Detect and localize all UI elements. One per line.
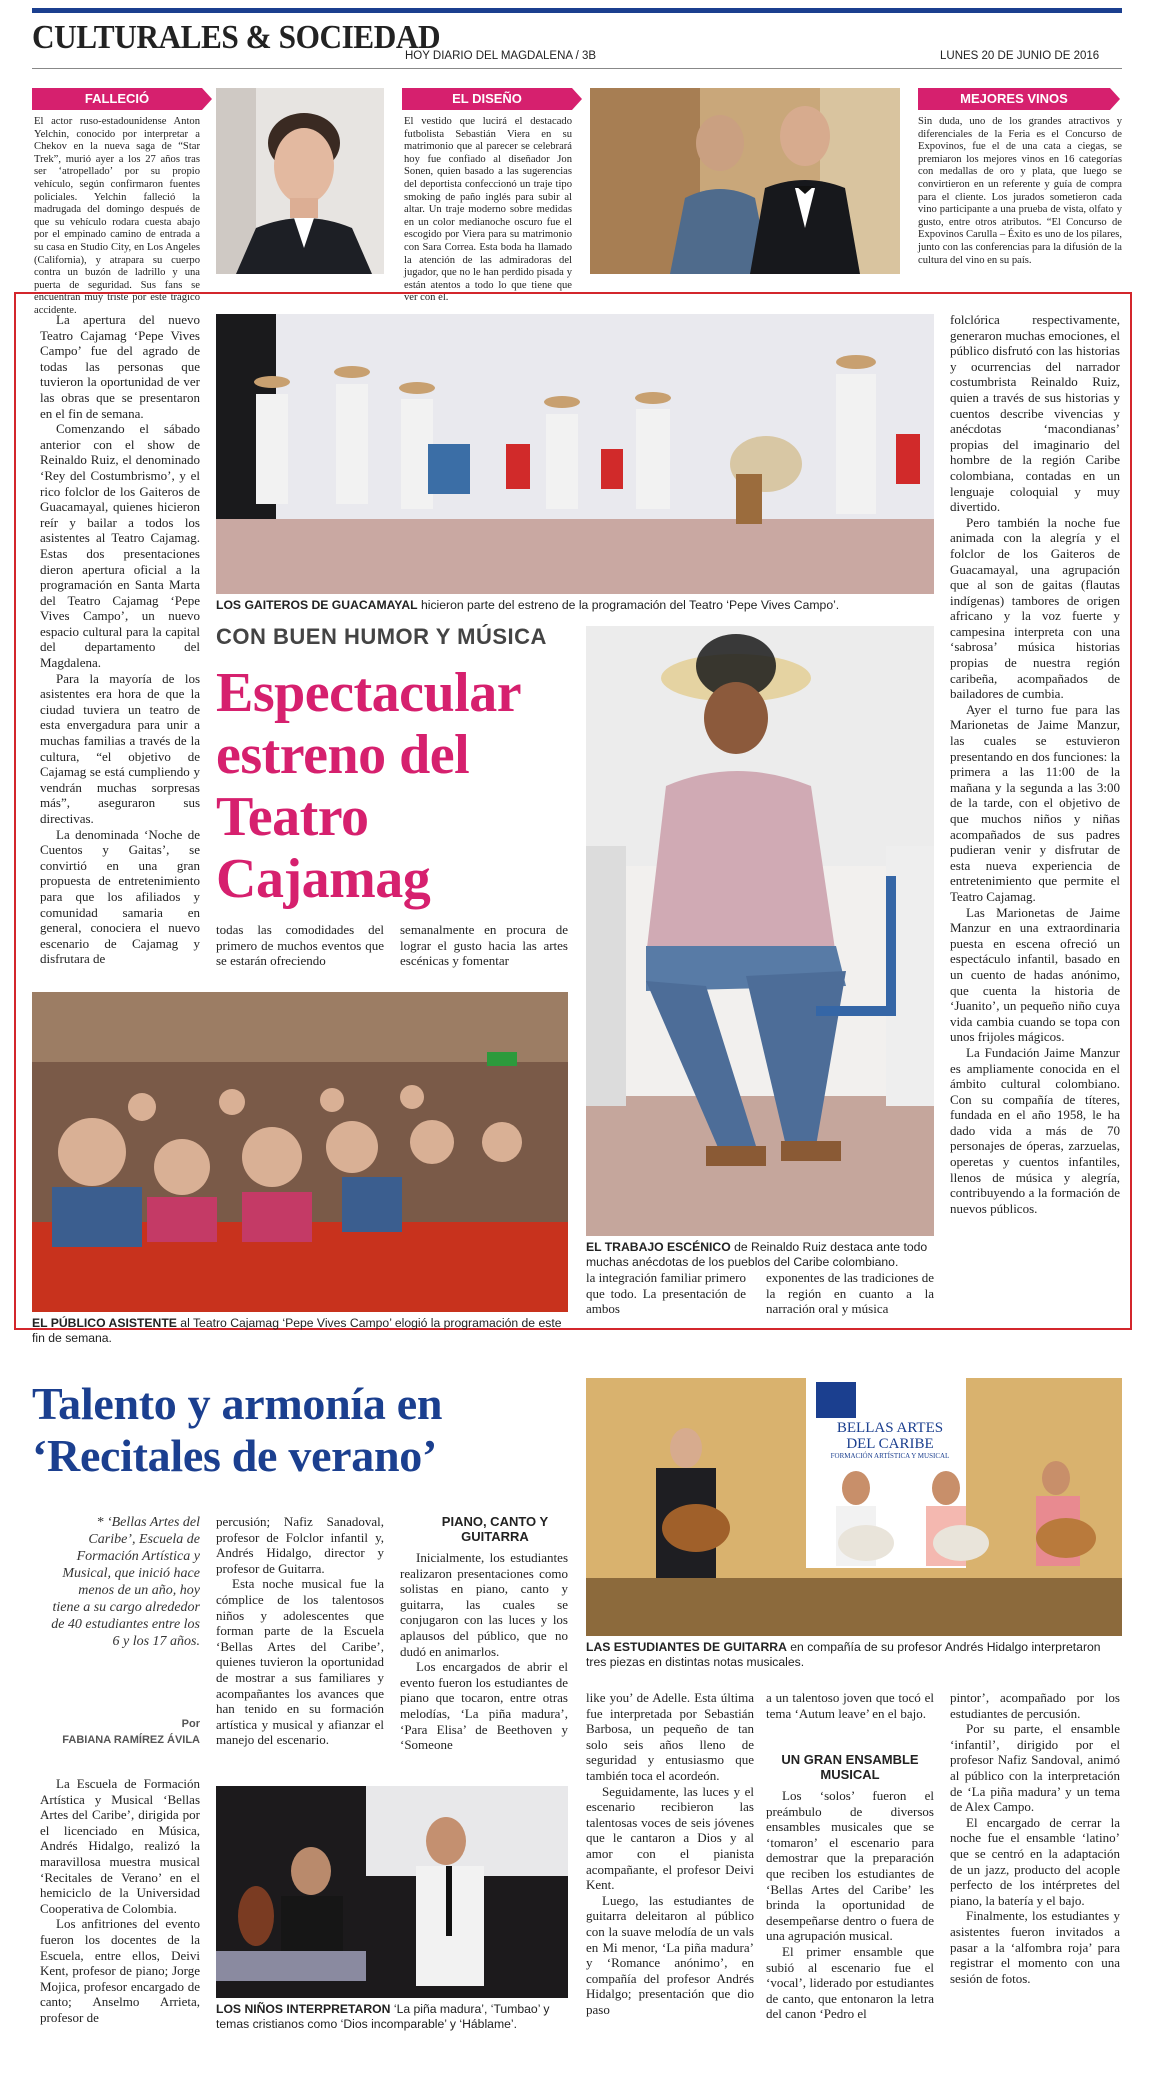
caption-ninos: LOS NIÑOS INTERPRETARON ‘La piña madura’, ‘Tumbao’ y temas cristianos como ‘Dios incomparable’ y ‘Háblame’. <box>216 2002 550 2031</box>
photo-anton-yelchin <box>216 88 384 274</box>
byline-name: FABIANA RAMÍREZ ÁVILA <box>62 1734 200 1746</box>
recitales-headline: Talento y armonía en ‘Recitales de verano’ <box>32 1378 443 1481</box>
teatro-column-3: semanalmente en procura de lograr el gusto hacia las artes escénicas y fomentar <box>400 922 568 969</box>
subhead-ensamble: UN GRAN ENSAMBLE MUSICAL <box>781 1752 919 1782</box>
recitales-column-5: Los ‘solos’ fueron el preámbulo de diversos ensambles musicales que se ‘tomaron’ el escenario para demostrar que la preparación que reciben los estudiantes de ‘Bellas Artes del Caribe’ les brinda la oportunidad de desempeñarse dentro o fuera de una agrupación musical. El primer ensamble que subió al escenario fue el ‘vocal’, liderado por estudiantes de canto, que entonaron la letra del canon ‘Pedro el <box>766 1788 934 2022</box>
brief-tag-fallecio: FALLECIÓ <box>32 88 202 110</box>
recitales-column-6: pintor’, acompañado por los estudiantes de percusión. Por su parte, el ensamble ‘infantil’, dirigido por el profesor Nafiz Sandoval, animó al público con la interpretación de ‘La piña madura’ y un tema de Alex Campo. El encargado de cerrar la noche fue el ensamble ‘latino’ que se centró en la adaptación de un jazz, producto del acople perfecto de los intérpretes del piano, la batería y el bajo. Finalmente, los estudiantes y asistentes fueron invitados a pasar a la ‘alfombra roja’ para registrar el momento con una sesión de fotos. <box>950 1690 1120 1986</box>
photo-ninos <box>216 1786 568 1998</box>
brief-text-fallecio: El actor ruso-estadounidense Anton Yelchin, conocido por interpretar a Chekov en la nueva saga de “Star Trek”, murió ayer a los 27 años tras ser ‘atropellado’ por su propio vehículo, según confirmaron fuentes policiales. Yelchin falleció la madrugada del domingo después de que su vehículo rodara cuesta abajo por el empinado camino de entrada a su casa en Studio City, en Los Angeles (California), y atrapara su cuerpo contra un buzón de ladrillo y una puerta de seguridad. Sus fans se encuentran muy triste por este trágico accidente. <box>34 116 200 316</box>
teatro-column-6: folclórica respectivamente, generaron muchas emociones, el público disfrutó con las historias y ocurrencias del narrador costumbrista Reinaldo Ruiz, quien a través de sus historias y cuentos describe vivencias y anécdotas ‘macondianas’ propias del imaginario del hombre de la región Caribe colombiana, contadas en un lenguaje coloquial y muy divertido. Pero también la noche fue animada con la alegría y el folclor de los Gaiteros de Guacamayal, una agrupación que al son de gaitas (flautas indígenas) tambores de origen africano y la voz fuerte y campesina interpreta con una ‘sabrosa’ música historias propias de nuestra región caribeña, acompañados de bailadores de cumbia. Ayer el turno fue para las Marionetas de Jaime Manzur, las cuales se estuvieron presentando en dos funciones: la primera a las 11:00 de la mañana y la segunda a las 3:00 de la tarde, con el objetivo de que muchos niños y niñas acompañados de sus padres pudieran venir y disfrutar de esta nueva experiencia de entretenimiento que permite el Teatro Cajamag. Las Marionetas de Jaime Manzur en una extraordinaria puesta en escena ofreció un espectáculo infantil, basado en un cuento de hadas anónimo, que cuenta la historia de ‘Juanito’, un pequeño niño cuya vida cambia cuando se topa con unos frijoles mágicos. La Fundación Jaime Manzur es ampliamente conocida en el ámbito cultural colombiano. Con su compañía de títeres, fundada en el año 1958, le ha dado vida a más de 70 personajes de óperas, zarzuelas, operetas y cuentos infantiles, llenos de música y alegría, contribuyendo a la formación de nuevos públicos. <box>950 312 1120 1216</box>
photo-gaiteros <box>216 314 934 594</box>
teatro-headline: Espectacular estreno del Teatro Cajamag <box>216 662 521 910</box>
recitales-column-2: percusión; Nafiz Sanadoval, profesor de Folclor infantil y, Andrés Hidalgo, director y profesor de Guitarra. Esta noche musical fue la cómplice de los talentosos niños y adolescentes que forman parte de la Escuela ‘Bellas Artes del Caribe’, quienes tuvieron la oportunidad de mostrar a sus familiares y acompañantes los avances que han tenido en su formación artística y musical y afianzar el manejo del escenario. <box>216 1514 384 1748</box>
photo-publico <box>32 992 568 1312</box>
header-top-rule <box>32 8 1122 13</box>
teatro-column-4: la integración familiar primero que todo. La presentación de ambos <box>586 1270 746 1317</box>
teatro-kicker: CON BUEN HUMOR Y MÚSICA <box>216 624 547 649</box>
photo-reinaldo-ruiz <box>586 626 934 1236</box>
paper-name: HOY DIARIO DEL MAGDALENA / 3B <box>405 50 597 62</box>
brief-text-vinos: Sin duda, uno de los grandes atractivos y diferenciales de la Feria es el Concurso de Expovinos, fue el de una cata a ciegas, se premiaron los mejores vinos en 16 categorías con medallas de oro y plata, que luego se convirtieron en un referente y guía de compra para el cliente. Los jurados sometieron cada vino participante a una prueba de vista, olfato y gusto, entre otros atributos. “El Concurso de Expovinos Carulla – Éxito es uno de los pilares, junto con las conferencias para la difusión de la cultura del vino en su país. <box>918 116 1122 266</box>
teatro-column-5: exponentes de las tradiciones de la región en cuanto a la narración oral y música <box>766 1270 934 1317</box>
photo-viera-wedding <box>590 88 900 274</box>
issue-date: LUNES 20 DE JUNIO DE 2016 <box>940 50 1100 62</box>
caption-guitarra: LAS ESTUDIANTES DE GUITARRA en compañía de su profesor Andrés Hidalgo interpretaron tres piezas en distintas notas musicales. <box>586 1640 1101 1669</box>
teatro-column-1: La apertura del nuevo Teatro Cajamag ‘Pepe Vives Campo’ fue del agrado de todas las personas que tuvieron la oportunidad de ver las obras que se presentaron en el fin de semana. Comenzando el sábado anterior con el show de Reinaldo Ruiz, el denominado ‘Rey del Costumbrismo’, y el rico folclor de los Gaiteros de Guacamayal, quienes hicieron reír y bailar a todos los asistentes al Teatro Cajamag. Estas dos presentaciones dieron apertura oficial a la programación en Santa Marta del Teatro Cajamag ‘Pepe Vives Campo’, un nuevo espacio cultural para la capital del departamento del Magdalena. Para la mayoría de los asistentes era hora de que la ciudad tuviera un teatro de esta envergadura para unir a muchas familias a través de la cultura, “el objetivo de Cajamag se está cumpliendo y vendrán muchas sorpresas más”, aseguraron sus directivas. La denominada ‘Noche de Cuentos y Gaitas’, se convirtió en una gran propuesta de entretenimiento para que los afiliados y comunidad samaria en general, conociera el nuevo escenario de Cajamag y disfrutara de <box>40 312 200 967</box>
brief-tag-vinos: MEJORES VINOS <box>918 88 1110 110</box>
recitales-column-5a: a un talentoso joven que tocó el tema ‘Autum leave’ en el bajo. <box>766 1690 934 1721</box>
section-title: CULTURALES & SOCIEDAD <box>32 19 441 56</box>
subhead-piano-canto: PIANO, CANTO Y GUITARRA <box>441 1514 549 1544</box>
caption-escenico: EL TRABAJO ESCÉNICO de Reinaldo Ruiz destaca ante todo muchas anécdotas de los pueblos del Caribe colombiano. <box>586 1240 928 1269</box>
recitales-column-1: La Escuela de Formación Artística y Musical ‘Bellas Artes del Caribe’, dirigida por el licenciado en Música, Andrés Hidalgo, realizó la maravillosa muestra musical ‘Recitales de Verano’ en el hemiciclo de la Universidad Cooperativa de Colombia. Los anfitriones del evento fueron los docentes de la Escuela, entre ellos, Deivi Kent, profesor de piano; Jorge Mojica, profesor encargado de canto; Anselmo Arrieta, profesor de <box>40 1776 200 2025</box>
photo-guitarra <box>586 1378 1122 1636</box>
recitales-column-4: like you’ de Adelle. Esta última fue interpretada por Sebastián Barbosa, un pequeño de tan solo seis años lleno de seguridad y entusiasmo que también toca el acordeón. Seguidamente, las luces y el escenario recibieron las talentosas voces de seis jóvenes que le cantaron a Dios y al amor con el pianista acompañante, el profesor Deivi Kent. Luego, las estudiantes de guitarra deleitaron al público con la suave melodía de un vals en Mi menor, ‘La piña madura’ y ‘Romance anónimo’, en compañía del profesor Andrés Hidalgo; presentación que dio paso <box>586 1690 754 2017</box>
byline-por: Por <box>181 1718 200 1730</box>
caption-publico: EL PÚBLICO ASISTENTE al Teatro Cajamag ‘Pepe Vives Campo’ elogió la programación de este fin de semana. <box>32 1316 562 1345</box>
recitales-column-3: Inicialmente, los estudiantes realizaron presentaciones como solistas en piano, canto y guitarra, las cuales se conjugaron con las luces y los aplausos del público, que no dudó en animarlos. Los encargados de abrir el evento fueron los estudiantes de piano que tocaron, entre otras melodías, ‘La piña madura’, ‘Para Elisa’ de Beethoven y ‘Someone <box>400 1550 568 1753</box>
brief-text-diseno: El vestido que lucirá el destacado futbolista Sebastián Viera en su matrimonio que al parecer se celebrará hoy fue confiado al diseñador Jon Sonen, quien basado a las sugerencias del deportista confeccionó un traje tipo smoking de paño inglés para subir al altar. Un traje moderno sobre medidas en un color medianoche oscuro fue el escogido por Viera para su matrimonio con Sara Correa. Esta boda ha llamado la atención de las admiradoras del jugador, que no le han perdido pisada y están atentos a todo lo que tiene que ver con él. <box>404 116 572 304</box>
recitales-intro: * ‘Bellas Artes del Caribe’, Escuela de Formación Artística y Musical, que inició hace menos de un año, hoy tiene a su cargo alrededor de 40 estudiantes entre los 6 y los 17 años. <box>51 1515 200 1649</box>
brief-tag-diseno: EL DISEÑO <box>402 88 572 110</box>
teatro-column-2: todas las comodidades del primero de muchos eventos que se estarán ofreciendo <box>216 922 384 969</box>
caption-gaiteros: LOS GAITEROS DE GUACAMAYAL hicieron parte del estreno de la programación del Teatro ‘Pepe Vives Campo’. <box>216 598 840 612</box>
banner-bellas-artes: BELLAS ARTES DEL CARIBE FORMACIÓN ARTÍSTICA Y MUSICAL <box>830 1420 950 1460</box>
header-bottom-rule <box>32 68 1122 69</box>
